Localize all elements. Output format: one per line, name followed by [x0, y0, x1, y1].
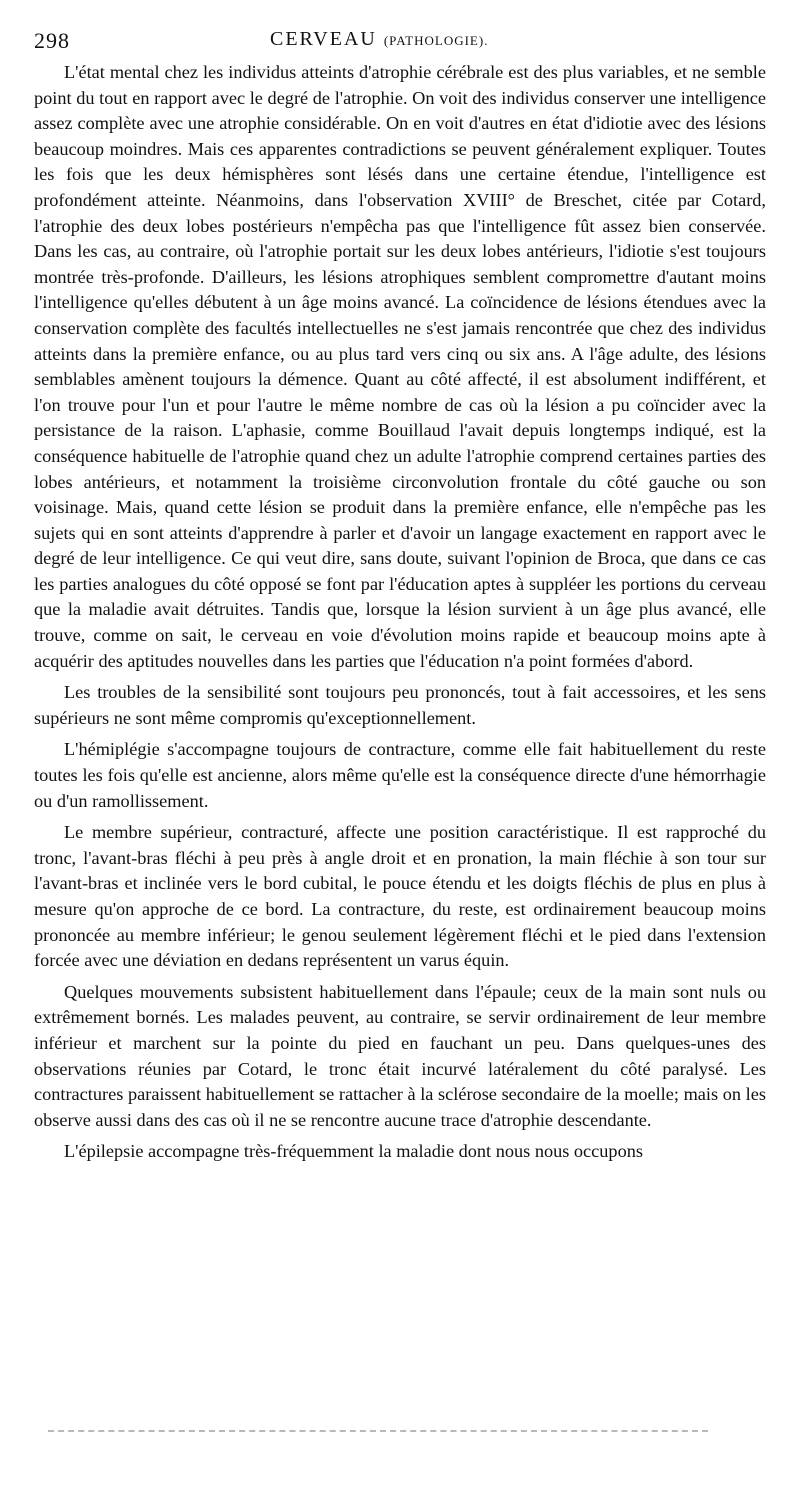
paragraph-epilepsy: L'épilepsie accompagne très-fréquemment la maladie dont nous nous occupons [64, 1141, 643, 1162]
paragraph-movements: Quelques mouvements subsistent habituellement dans l'épaule; ceux de la main sont nuls ou extrêmement bornés. Les malades peuvent, au contraire, se servir ordinairement de leur membre inférieur et marchent sur la pointe du pied en fauchant un peu. Dans quelques-unes des observations réunies par Cotard, le tronc était incurvé latéralement du côté paralysé. Les contractures paraissent habituellement se rattacher à la sclérose secondaire de la moelle; mais on les observe aussi dans des cas où il ne se rencontre aucune trace d'atrophie descendante. [34, 981, 766, 1130]
document-page [34, 24, 766, 1171]
page-header [34, 24, 766, 60]
running-head-subtitle: (PATHOLOGIE). [383, 33, 489, 48]
paragraph-sensibility: Les troubles de la sensibilité sont toujours peu prononcés, tout à fait accessoires, et les sens supérieurs ne sont même compromis qu'exceptionnellement. [34, 682, 766, 728]
running-head [270, 28, 488, 51]
paragraph-upper-limb: Le membre supérieur, contracturé, affecte une position caractéristique. Il est rapproché du tronc, l'avant-bras fléchi à peu près à angle droit et en pronation, la main fléchie à son tour sur l'avant-bras et inclinée vers le bord cubital, le pouce étendu et les doigts fléchis de plus en plus à mesure qu'on approche de ce bord. La contracture, du reste, est ordinairement beaucoup moins prononcée au membre inférieur; le genou seulement légèrement fléchi et le pied dans l'extension forcée avec une déviation en dedans représentent un varus équin. [34, 822, 766, 971]
running-head-title: CERVEAU [270, 28, 377, 50]
body-text [34, 60, 766, 1165]
paragraph-hemiplegia: L'hémiplégie s'accompagne toujours de contracture, comme elle fait habituellement du reste toutes les fois qu'elle est ancienne, alors même qu'elle est la conséquence directe d'une hémorrhagie ou d'un ramollissement. [34, 739, 766, 811]
page-number: 298 [34, 28, 70, 53]
footer-divider [48, 1430, 708, 1432]
paragraph-mental-state: L'état mental chez les individus atteints d'atrophie cérébrale est des plus variables, et ne semble point du tout en rapport avec le degré de l'atrophie. On voit des individus conserver une intelligence assez complète avec une atrophie considérable. On en voit d'autres en état d'idiotie avec des lésions beaucoup moindres. Mais ces apparentes contradictions se peuvent généralement expliquer. Toutes les fois que les deux hémisphères sont lésés dans une certaine étendue, l'intelligence est profondément atteinte. Néanmoins, dans l'observation XVIII° de Breschet, citée par Cotard, l'atrophie des deux lobes postérieurs n'empêcha pas que l'intelligence fût assez bien conservée. Dans les cas, au contraire, où l'atrophie portait sur les deux lobes antérieurs, l'idiotie s'est toujours montrée très-profonde. D'ailleurs, les lésions atrophiques semblent compromettre d'autant moins l'intelligence qu'elles débutent à un âge moins avancé. La coïncidence de lésions étendues avec la conservation complète des facultés intellectuelles ne s'est jamais rencontrée que chez des individus atteints dans la première enfance, ou au plus tard vers cinq ou six ans. A l'âge adulte, des lésions semblables amènent toujours la démence. Quant au côté affecté, il est absolument indifférent, et l'on trouve pour l'un et pour l'autre le même nombre de cas où la lésion a pu coïncider avec la persistance de la raison. L'aphasie, comme Bouillaud l'avait depuis longtemps indiqué, est la conséquence habituelle de l'atrophie quand chez un adulte l'atrophie comprend certaines parties des lobes antérieurs, et notamment la troisième circonvolution frontale du côté gauche ou son voisinage. Mais, quand cette lésion se produit dans la première enfance, elle n'empêche pas les sujets qui en sont atteints d'apprendre à parler et d'avoir un langage exactement en rapport avec le degré de leur intelligence. Ce qui veut dire, sans doute, suivant l'opinion de Broca, que dans ce cas les parties analogues du côté opposé se font par l'éducation aptes à suppléer les portions du cerveau que la maladie avait détruites. Tandis que, lorsque la lésion survient à un âge plus avancé, elle trouve, comme on sait, le cerveau en voie d'évolution moins rapide et beaucoup moins apte à acquérir des aptitudes nouvelles dans les parties que l'éducation n'a point formées d'abord. [34, 62, 766, 671]
